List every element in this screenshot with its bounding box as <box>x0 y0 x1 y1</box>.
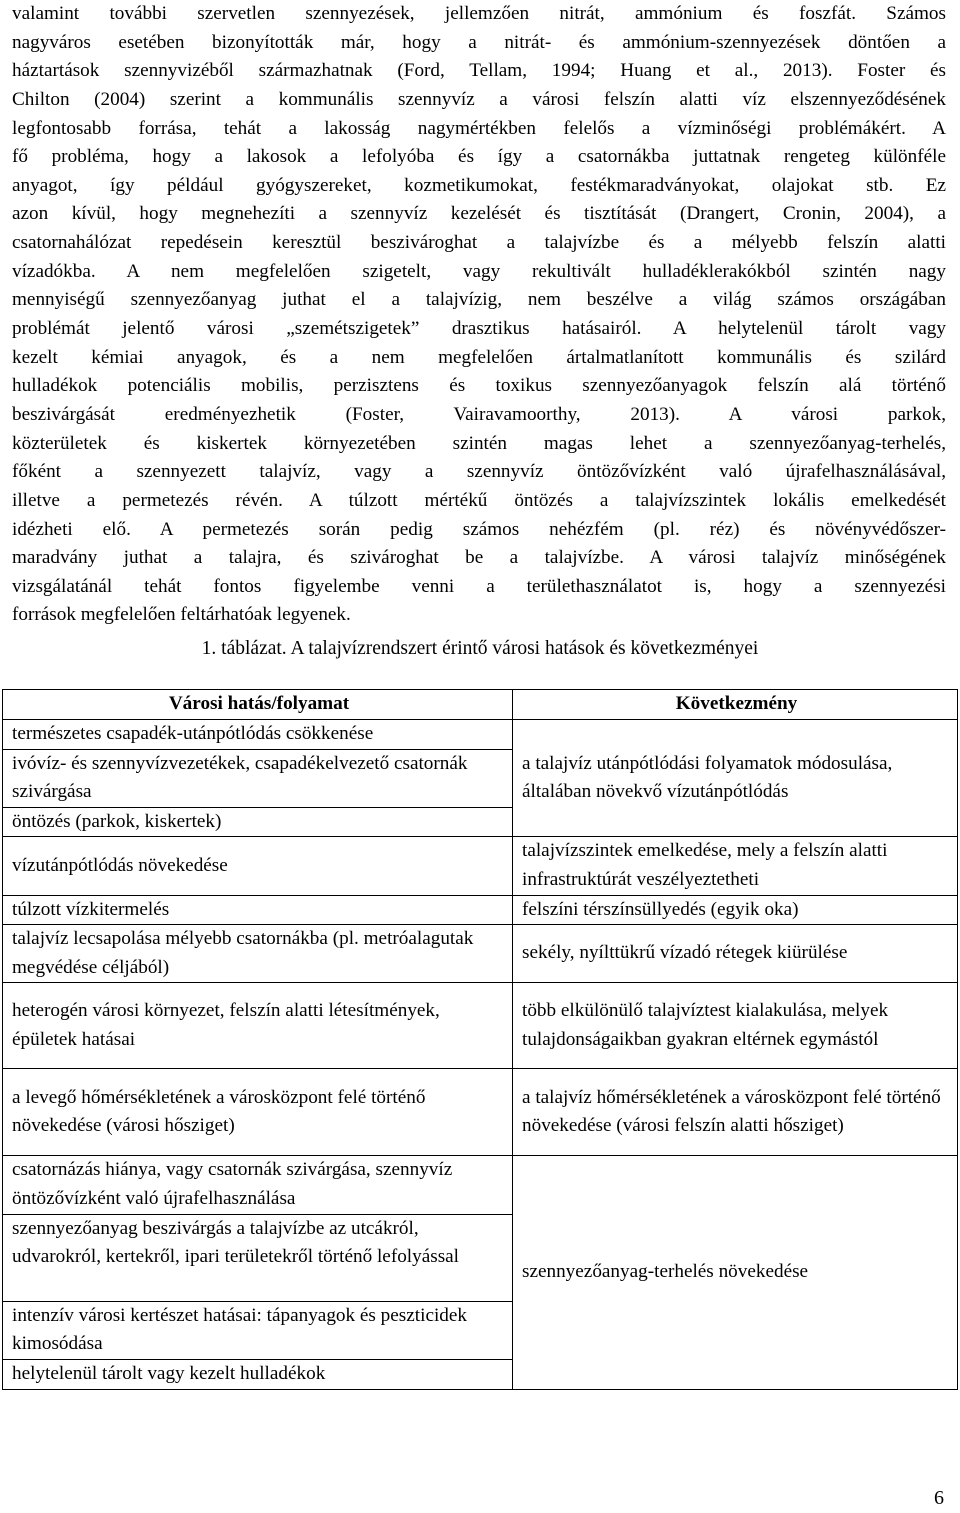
consequence-cell: a talajvíz hőmérsékletének a városközpont felé történő növekedése (városi felszín alatti hősziget) <box>513 1069 958 1156</box>
consequence-cell: több elkülönülő talajvíztest kialakulása, melyek tulajdonságaikban gyakran eltérnek egymástól <box>513 983 958 1069</box>
impact-cell: szennyezőanyag beszivárgás a talajvízbe az utcákról, udvarokról, kertekről, ipari területekről történő lefolyással <box>3 1214 513 1301</box>
impact-cell: intenzív városi kertészet hatásai: tápanyagok és peszticidek kimosódása <box>3 1301 513 1359</box>
table-caption: 1. táblázat. A talajvízrendszert érintő városi hatások és következményei <box>201 638 759 659</box>
impact-cell: vízutánpótlódás növekedése <box>3 837 513 895</box>
header-consequence: Következmény <box>513 690 958 720</box>
table-row <box>3 720 958 750</box>
table-row <box>3 837 958 895</box>
impact-cell: ivóvíz- és szennyvízvezetékek, csapadékelvezető csatornák szivárgása <box>3 749 513 807</box>
paragraph-line: problémát jelentő városi „szemétszigetek” drasztikus hatásairól. A helytelenül tárolt vagy <box>12 318 946 340</box>
paragraph-line: háztartások szennyvizéből származhatnak (Ford, Tellam, 1994; Huang et al., 2013). Foster és <box>12 60 946 82</box>
paragraph-line: maradvány juthat a talajra, és szivároghat be a talajvízbe. A városi talajvíz minőségének <box>12 547 946 569</box>
header-impact: Városi hatás/folyamat <box>3 690 513 720</box>
impact-cell: túlzott vízkitermelés <box>3 895 513 925</box>
paragraph-line: legfontosabb forrása, tehát a lakosság nagymértékben felelős a vízminőségi problémákért. A <box>12 117 946 139</box>
consequence-cell: a talajvíz utánpótlódási folyamatok módosulása, általában növekvő vízutánpótlódás <box>513 720 958 837</box>
paragraph-line: források megfelelően feltárhatóak legyenek. <box>12 604 351 626</box>
consequence-cell: sekély, nyílttükrű vízadó rétegek kiürülése <box>513 925 958 983</box>
page-number: 6 <box>934 1487 944 1509</box>
paragraph-line: vizsgálatánál tehát fontos figyelembe venni a területhasználatot is, hogy a szennyezési <box>12 575 946 597</box>
consequence-cell: felszíni térszínsüllyedés (egyik oka) <box>513 895 958 925</box>
paragraph-line: mennyiségű szennyezőanyag juthat el a talajvízig, nem beszélve a világ számos országában <box>12 289 946 311</box>
table-row <box>3 1069 958 1156</box>
impacts-table <box>2 689 958 1390</box>
table-row <box>3 925 958 983</box>
paragraph-line: hulladékok potenciális mobilis, perzisztens és toxikus szennyezőanyagok felszín alá történő <box>12 375 946 397</box>
impact-cell: helytelenül tárolt vagy kezelt hulladékok <box>3 1359 513 1389</box>
paragraph-line: azon kívül, hogy megnehezíti a szennyvíz kezelését és tisztítását (Drangert, Cronin, 2004), a <box>12 203 946 225</box>
paragraph-line: beszivárgását eredményezhetik (Foster, Vairavamoorthy, 2013). A városi parkok, <box>12 403 946 425</box>
paragraph-line: kezelt kémiai anyagok, és a nem megfelelően ártalmatlanított kommunális és szilárd <box>12 346 946 368</box>
paragraph-line: nagyváros esetében bizonyították már, hogy a nitrát- és ammónium-szennyezések döntően a <box>12 31 946 53</box>
impact-cell: természetes csapadék-utánpótlódás csökkenése <box>3 720 513 750</box>
paragraph-line: csatornahálózat repedésein keresztül beszivároghat a talajvízbe és a mélyebb felszín alatti <box>12 232 946 254</box>
paragraph-line: illetve a permetezés révén. A túlzott mértékű öntözés a talajvízszintek lokális emelkedését <box>12 489 946 511</box>
impact-cell: öntözés (parkok, kiskertek) <box>3 807 513 837</box>
paragraph-line: valamint további szervetlen szennyezések, jellemzően nitrát, ammónium és foszfát. Számos <box>12 3 946 24</box>
impact-cell: talajvíz lecsapolása mélyebb csatornákba (pl. metróalagutak megvédése céljából) <box>3 925 513 983</box>
consequence-cell: talajvízszintek emelkedése, mely a felszín alatti infrastruktúrát veszélyeztetheti <box>513 837 958 895</box>
paragraph-line: fő probléma, hogy a lakosok a lefolyóba és így a csatornákba juttatnak rengeteg különféle <box>12 146 946 168</box>
impact-cell: a levegő hőmérsékletének a városközpont felé történő növekedése (városi hősziget) <box>3 1069 513 1156</box>
paragraph-line: idézheti elő. A permetezés során pedig számos nehézfém (pl. réz) és növényvédőszer- <box>12 518 946 540</box>
paragraph-line: főként a szennyezett talajvíz, vagy a szennyvíz öntözővízként való újrafelhasználásával, <box>12 461 946 483</box>
table-header-row <box>3 690 958 720</box>
paragraph-line: anyagot, így például gyógyszereket, kozmetikumokat, festékmaradványokat, olajokat stb. Ez <box>12 174 946 196</box>
table-row <box>3 1156 958 1214</box>
consequence-cell: szennyezőanyag-terhelés növekedése <box>513 1156 958 1389</box>
table-row <box>3 895 958 925</box>
table-row <box>3 983 958 1069</box>
impact-cell: csatornázás hiánya, vagy csatornák szivárgása, szennyvíz öntözővízként való újrafelhasználása <box>3 1156 513 1214</box>
body-paragraph <box>12 0 946 630</box>
paragraph-line: közterületek és kiskertek környezetében szintén magas lehet a szennyezőanyag-terhelés, <box>12 432 946 454</box>
impact-cell: heterogén városi környezet, felszín alatti létesítmények, épületek hatásai <box>3 983 513 1069</box>
paragraph-line: vízadókba. A nem megfelelően szigetelt, vagy rekultivált hulladéklerakókból szintén nagy <box>12 260 946 282</box>
paragraph-line: Chilton (2004) szerint a kommunális szennyvíz a városi felszín alatti víz elszennyeződésének <box>12 88 946 110</box>
